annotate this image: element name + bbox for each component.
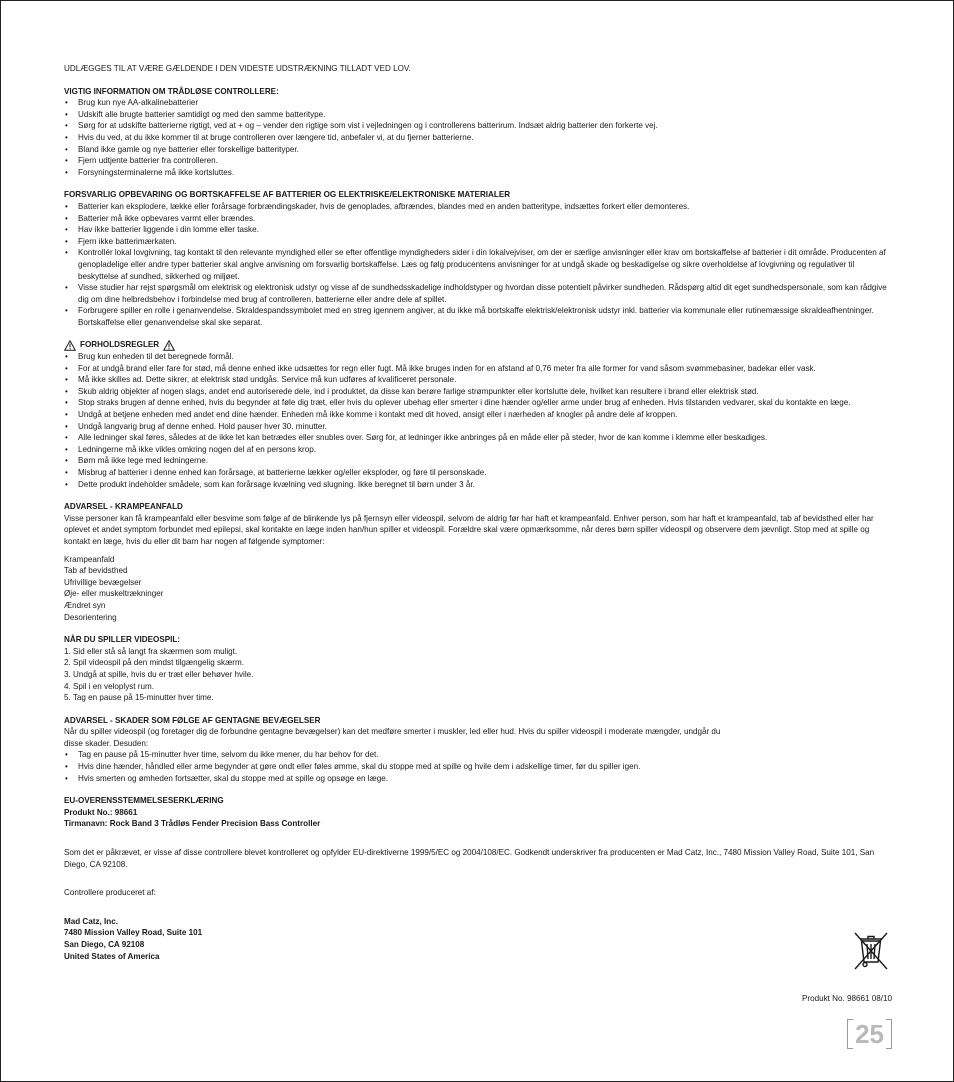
symptom-item: Desorientering bbox=[64, 612, 117, 622]
list-item: • Sørg for at udskifte batterierne rigtigt, ved at + og – vender den rigtige som vist i vejledningen og i controllerens batterirum. Indsæt aldrig batterier den forkerte vej. bbox=[64, 120, 890, 132]
storage-heading: FORSVARLIG OPBEVARING OG BORTSKAFFELSE AF BATTERIER OG ELEKTRISKE/ELEKTRONISKE MATERIALER bbox=[64, 190, 511, 200]
list-item: • Bland ikke gamle og nye batterier eller forskellige batterityper. bbox=[64, 144, 890, 156]
page-bracket-right bbox=[886, 1019, 892, 1049]
list-item: • Undgå langvarig brug af denne enhed. Hold pauser hver 30. minutter. bbox=[64, 421, 890, 433]
symptom-item: Ufrivillige bevægelser bbox=[64, 577, 142, 587]
numbered-item: 4. Spil i en veloplyst rum. bbox=[64, 681, 154, 691]
product-code: Produkt No. 98661 08/10 bbox=[802, 994, 892, 1003]
warning-triangle-icon bbox=[64, 340, 76, 351]
list-item: • For at undgå brand eller fare for stød, må denne enhed ikke udsættes for regn eller fugt. Må ikke bruges inden for en afstand af 0,76 meter fra alle former for vand såsom svømmebasiner, badekar eller vask. bbox=[64, 363, 890, 375]
list-item: • Batterier må ikke opbevares varmt eller brændes. bbox=[64, 213, 890, 225]
list-item: • Kontrollér lokal lovgivning, tag kontakt til den relevante myndighed eller se efter offentlige myndigheders sider i din lokalvejviser, om der er særlige anvisninger eller krav om bortskaffelse af batterier i dit område. Producenten af genopladelige eller andre typer batterier skal angive anvisning om forsvarlig bortskaffelse. Læs og følg producentens anvisninger for at undgå skade og beskadigelse og sikre overholdelse af lovgivning og regulativer til beskyttelse af sundhed, sikkerhed og miljøet. bbox=[64, 247, 890, 282]
symptom-list bbox=[64, 554, 890, 624]
list-item: • Børn må ikke lege med ledningerne. bbox=[64, 455, 890, 467]
crossed-out-wheelie-bin-icon bbox=[852, 930, 890, 972]
repetitive-text-line: disse skader. Desuden: bbox=[64, 738, 149, 748]
seizure-heading: ADVARSEL - KRAMPEANFALD bbox=[64, 502, 183, 512]
precautions-list bbox=[64, 351, 890, 490]
repetitive-list bbox=[64, 749, 890, 784]
playing-heading: NÅR DU SPILLER VIDEOSPIL: bbox=[64, 635, 181, 645]
document-body bbox=[64, 63, 890, 962]
page-number-box bbox=[847, 1020, 892, 1048]
precautions-heading-text: FORHOLDSREGLER bbox=[80, 340, 160, 350]
list-item: • Brug kun nye AA-alkalinebatterier bbox=[64, 97, 890, 109]
repetitive-heading: ADVARSEL - SKADER SOM FØLGE AF GENTAGNE BEVÆGELSER bbox=[64, 715, 321, 725]
symptom-item: Tab af bevidsthed bbox=[64, 566, 128, 576]
manufacturer-address bbox=[64, 916, 890, 962]
intro-text: UDLÆGGES TIL AT VÆRE GÆLDENDE I DEN VIDESTE UDSTRÆKNING TILLADT VED LOV. bbox=[64, 64, 411, 73]
repetitive-text-line: Når du spiller videospil (og foretager dig de forbundne gentagne bevægelser) kan det medføre smerter i muskler, led eller hud. Hvis du spiller videospil i moderate mængder, undgår du bbox=[64, 727, 721, 737]
eu-text: Som det er påkrævet, er visse af disse controllere blevet kontrolleret og opfylder EU-direktiverne 1999/5/EC og 2004/108/EC. Godkendt underskriver fra producenten er Mad Catz, Inc., 7480 Mission Valley Road, Suite 101, San Diego, CA 92108. bbox=[64, 848, 875, 869]
symptom-item: Krampeanfald bbox=[64, 554, 115, 564]
list-item: • Batterier kan eksplodere, lække eller forårsage forbrændingskader, hvis de genoplades, afbrændes, blandes med en anden batteritype, indsættes forkert eller demonteres. bbox=[64, 201, 890, 213]
list-item: • Udskift alle brugte batterier samtidigt og med den samme batteritype. bbox=[64, 109, 890, 121]
list-item: • Hvis dine hænder, håndled eller arme begynder at gøre ondt eller føles ømme, skal du stoppe med at spille og hvile dem i adskellige timer, før du spiller igen. bbox=[64, 761, 890, 773]
address-line: 7480 Mission Valley Road, Suite 101 bbox=[64, 928, 203, 938]
eu-heading: EU-OVERENSSTEMMELSESERKLÆRING bbox=[64, 796, 224, 806]
seizure-text: Visse personer kan få krampeanfald eller besvime som følge af de blinkende lys på fjernsyn eller videospil, selvom de aldrig før har haft et krampeanfald. Enhver person, som har haft et krampeanfald, tab af bevidsthed eller har oplevet et andet symptom forbundet med epilepsi, skal kontakte en læge inden han/hun spiller et videospil. Forældre skal være opmærksomme, når deres børn spiller videospil og observere dem jævnligt. Stop med at spille og kontakt en læge, hvis du eller dit barn har nogen af følgende symptomer: bbox=[64, 513, 874, 546]
list-item: • Alle ledninger skal føres, således at de ikke let kan betrædes eller snubles over. Sørg for, at ledninger ikke anbringes på en måde eller på steder, hvor de kan komme i klemme eller beskadiges. bbox=[64, 432, 890, 444]
list-item: • Forbrugere spiller en rolle i genanvendelse. Skraldespandssymbolet med en streg igennem angiver, at du ikke må bortskaffe elektrisk/elektronisk udstyr inkl. batterier via kommunale eller rutinemæssige skraldeafhentninger. Bortskaffelse eller genanvendelse skal ske separat. bbox=[64, 305, 890, 328]
symptom-item: Ændret syn bbox=[64, 600, 106, 610]
address-line: United States of America bbox=[64, 951, 160, 961]
page-bracket-left bbox=[847, 1019, 853, 1049]
battery-info-heading: VIGTIG INFORMATION OM TRÅDLØSE CONTROLLERE: bbox=[64, 86, 279, 96]
eu-brand: Tirmanavn: Rock Band 3 Trådløs Fender Precision Bass Controller bbox=[64, 819, 321, 829]
symptom-item: Øje- eller muskeltrækninger bbox=[64, 589, 164, 599]
list-item: • Brug kun enheden til det beregnede formål. bbox=[64, 351, 890, 363]
address-line: Mad Catz, Inc. bbox=[64, 916, 118, 926]
list-item: • Dette produkt indeholder smådele, som kan forårsage kvælning ved slugning. Ikke beregnet til børn under 3 år. bbox=[64, 479, 890, 491]
list-item: • Tag en pause på 15-minutter hver time, selvom du ikke mener, du har behov for det. bbox=[64, 749, 890, 761]
eu-product-no: Produkt No.: 98661 bbox=[64, 807, 138, 817]
address-line: San Diego, CA 92108 bbox=[64, 940, 145, 949]
produced-by-label: Controllere produceret af: bbox=[64, 888, 156, 898]
battery-info-list bbox=[64, 97, 890, 178]
list-item: • Forsyningsterminalerne må ikke kortsluttes. bbox=[64, 167, 890, 179]
numbered-item: 3. Undgå at spille, hvis du er træt eller behøver hvile. bbox=[64, 669, 254, 679]
list-item: • Stop straks brugen af denne enhed, hvis du begynder at føle dig træt, eller hvis du oplever ubehag eller smerter i dine hænder og/eller arme under brug af enheden. Hvis tilstanden vedvarer, skal du kontakte en læge. bbox=[64, 397, 890, 409]
page-number: 25 bbox=[855, 1018, 884, 1049]
list-item: • Hav ikke batterier liggende i din lomme eller taske. bbox=[64, 224, 890, 236]
warning-triangle-icon bbox=[163, 340, 175, 351]
list-item: • Hvis smerten og ømheden fortsætter, skal du stoppe med at spille og opsøge en læge. bbox=[64, 773, 890, 785]
numbered-item: 5. Tag en pause på 15-minutter hver time. bbox=[64, 693, 214, 703]
list-item: • Ledningerne må ikke vikles omkring nogen del af en persons krop. bbox=[64, 444, 890, 456]
precautions-heading bbox=[64, 339, 890, 351]
list-item: • Misbrug af batterier i denne enhed kan forårsage, at batterierne lækker og/eller eksploder, og føre til personskade. bbox=[64, 467, 890, 479]
list-item: • Skub aldrig objekter af nogen slags, andet end autoriserede dele, ind i produktet, da disse kan berøre farlige strømpunkter eller kortslutte dele, hvilket kan resultere i brand eller elektrisk stød. bbox=[64, 386, 890, 398]
list-item: • Fjern ikke batterimærkaten. bbox=[64, 236, 890, 248]
list-item: • Visse studier har rejst spørgsmål om elektrisk og elektronisk udstyr og visse af de sundhedsskadelige indholdstyper og hvordan disse potentielt påvirker sundheden. Rådspørg altid dit eget sundhedspersonale, som kan rådgive dig om dine helbredsbehov i forbindelse med brug af controlleren, batterierne eller andre dele af spillet. bbox=[64, 282, 890, 305]
list-item: • Hvis du ved, at du ikke kommer til at bruge controlleren over længere tid, anbefaler vi, at du fjerner batterierne. bbox=[64, 132, 890, 144]
list-item: • Må ikke skilles ad. Dette sikrer, at elektrisk stød undgås. Service må kun udføres af kvalificeret personale. bbox=[64, 374, 890, 386]
numbered-item: 1. Sid eller stå så langt fra skærmen som muligt. bbox=[64, 646, 238, 656]
list-item: • Undgå at betjene enheden med andet end dine hænder. Enheden må ikke komme i kontakt med dit hoved, ansigt eller i nærheden af knogler på andre dele af kroppen. bbox=[64, 409, 890, 421]
storage-list bbox=[64, 201, 890, 329]
list-item: • Fjern udtjente batterier fra controlleren. bbox=[64, 155, 890, 167]
numbered-item: 2. Spil videospil på den mindst tilgængelig skærm. bbox=[64, 658, 244, 668]
playing-list bbox=[64, 646, 890, 704]
